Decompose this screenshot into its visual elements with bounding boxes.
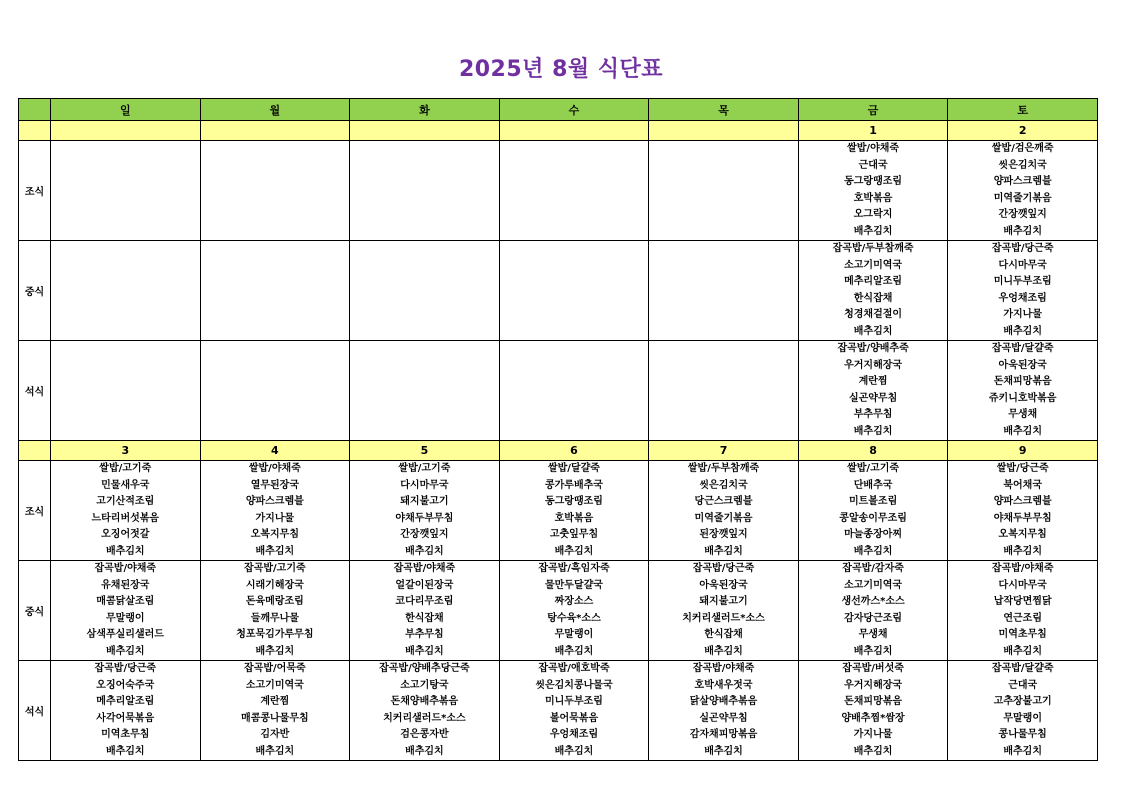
menu-item: 씻은김치콩나물국: [535, 679, 613, 691]
menu-item: 호박볶음: [853, 192, 893, 204]
menu-item: 실곤약무침: [848, 392, 898, 404]
menu-item: 가지나물: [255, 512, 295, 524]
menu-item: 당근스크렘블: [694, 496, 753, 507]
meal-row-dinner: [19, 661, 1098, 761]
menu-item: 실곤약무침: [699, 712, 748, 724]
menu-item: 가지나물: [1003, 309, 1042, 320]
menu-cell: [649, 141, 799, 241]
weekday-wed: 수: [499, 99, 649, 121]
menu-item: 한식잡채: [853, 292, 893, 304]
menu-item: 잡곡밥/당근죽: [94, 663, 157, 674]
meal-label-dinner: 석식: [19, 661, 51, 761]
menu-cell: [51, 461, 201, 561]
menu-item: 쌀밥/야채죽: [248, 463, 301, 474]
meal-label-dinner: 석식: [19, 341, 51, 441]
menu-item: 잡곡밥/야채죽: [94, 563, 157, 574]
menu-cell: [649, 661, 799, 761]
menu-item: 얼갈이된장국: [395, 579, 454, 591]
menu-cell: [798, 341, 948, 441]
menu-cell: [51, 561, 201, 661]
menu-item: 배추김치: [853, 745, 893, 757]
menu-item: 호박새우젓국: [694, 679, 753, 691]
menu-item: 탕수육*소스: [547, 612, 601, 624]
menu-item: 무말랭이: [1003, 712, 1042, 724]
menu-item: 잡곡밥/야채죽: [692, 663, 755, 674]
menu-cell: [948, 661, 1098, 761]
menu-item: 다시마무국: [998, 579, 1047, 591]
menu-item: 사각어묵볶음: [96, 712, 155, 724]
menu-item: 배추김치: [255, 645, 295, 657]
date-cell-tue: [350, 121, 500, 141]
menu-item: 쌀밥/고기죽: [847, 463, 900, 474]
menu-item: 배추김치: [853, 325, 893, 337]
menu-item: 잡곡밥/양배추당근죽: [379, 663, 470, 674]
menu-item: 부추무침: [405, 629, 444, 640]
page-title: 2025년 8월 식단표: [458, 57, 664, 82]
menu-item: 야채두부무침: [395, 512, 454, 524]
menu-item: 된장깻잎지: [699, 529, 748, 540]
menu-item: 배추김치: [1003, 745, 1042, 757]
menu-cell: [649, 561, 799, 661]
menu-item: 배추김치: [1003, 225, 1042, 237]
weekday-tue: 화: [350, 99, 500, 121]
menu-item: 마늘종장아찌: [844, 529, 903, 540]
meal-row-lunch: [19, 561, 1098, 661]
menu-cell: [948, 561, 1098, 661]
menu-item: 잡곡밥/당근죽: [991, 243, 1054, 254]
menu-item: 미역초무침: [998, 629, 1047, 640]
menu-item: 잡곡밥/흑임자죽: [538, 563, 610, 574]
menu-item: 돼지불고기: [699, 596, 748, 607]
menu-item: 북어채국: [1003, 479, 1042, 491]
weekday-sun: 일: [51, 99, 201, 121]
menu-cell: [649, 341, 799, 441]
menu-item: 잡곡밥/감자죽: [842, 563, 904, 574]
menu-item: 돈육메랑조림: [245, 596, 304, 607]
menu-item: 무생채: [1008, 409, 1038, 420]
date-cell-sun: [51, 121, 201, 141]
menu-item: 배추김치: [1003, 425, 1042, 437]
menu-item: 근대국: [1008, 679, 1038, 691]
meal-row-breakfast: [19, 461, 1098, 561]
menu-item: 청포묵김가루무침: [236, 629, 314, 640]
menu-cell: [51, 241, 201, 341]
menu-item: 매콤닭살조림: [96, 596, 155, 607]
menu-item: 잡곡밥/야채죽: [991, 563, 1054, 574]
menu-item: 배추김치: [105, 545, 145, 557]
menu-item: 소고기탕국: [400, 679, 449, 691]
menu-item: 배추김치: [853, 425, 893, 437]
menu-cell: [798, 241, 948, 341]
menu-cell: [350, 141, 500, 241]
menu-cell: [499, 561, 649, 661]
menu-cell: [499, 461, 649, 561]
menu-item: 잡곡밥/당근죽: [692, 563, 755, 574]
menu-item: 느타리버섯볶음: [91, 512, 160, 524]
menu-item: 닭살양배추볶음: [689, 696, 758, 707]
date-cell-mon: [200, 121, 350, 141]
menu-item: 들깨무나물: [250, 612, 299, 624]
weekday-sat: 토: [948, 99, 1098, 121]
menu-item: 돈채피망볶음: [993, 376, 1052, 387]
date-cell-thu: 7: [649, 441, 799, 461]
menu-item: 계란찜: [260, 696, 290, 707]
menu-item: 치커리샐러드*소스: [383, 712, 466, 724]
menu-item: 우거지해장국: [844, 679, 903, 691]
menu-item: 배추김치: [1003, 325, 1042, 337]
menu-item: 잡곡밥/어묵죽: [244, 663, 306, 674]
menu-item: 아욱된장국: [699, 579, 748, 591]
menu-cell: [798, 661, 948, 761]
menu-cell: [649, 461, 799, 561]
menu-item: 민물새우국: [101, 479, 150, 491]
date-cell-sat: 2: [948, 121, 1098, 141]
menu-cell: [350, 461, 500, 561]
menu-item: 오복지무침: [998, 529, 1047, 540]
menu-item: 배추김치: [554, 745, 594, 757]
menu-cell: [499, 141, 649, 241]
menu-cell: [948, 241, 1098, 341]
menu-item: 메추리알조림: [96, 696, 155, 707]
menu-cell: [499, 341, 649, 441]
menu-cell: [200, 241, 350, 341]
menu-cell: [499, 661, 649, 761]
menu-item: 잡곡밥/양배추죽: [837, 343, 909, 354]
meal-calendar-table: [18, 98, 1098, 761]
menu-item: 돈채양배추볶음: [390, 696, 459, 707]
menu-item: 오그락지: [853, 209, 893, 220]
menu-item: 배추김치: [405, 745, 444, 757]
menu-cell: [798, 561, 948, 661]
menu-item: 코다리무조림: [395, 596, 454, 607]
menu-cell: [200, 561, 350, 661]
menu-item: 배추김치: [704, 745, 743, 757]
date-row: [19, 121, 1098, 141]
menu-item: 쌀밥/검은깨죽: [991, 143, 1054, 154]
meal-label-lunch: 중식: [19, 561, 51, 661]
menu-item: 쌀밥/당근죽: [996, 463, 1049, 474]
menu-item: 야채두부무침: [993, 512, 1052, 524]
menu-item: 배추김치: [853, 225, 893, 237]
menu-item: 쌀밥/두부참깨죽: [687, 463, 760, 474]
menu-item: 열무된장국: [250, 479, 299, 491]
menu-item: 아욱된장국: [998, 359, 1047, 371]
menu-item: 쥬키니호박볶음: [988, 392, 1057, 404]
menu-item: 우거지해장국: [844, 359, 903, 371]
menu-item: 돼지불고기: [400, 496, 449, 507]
menu-item: 콩가루배추국: [544, 479, 603, 491]
menu-item: 배추김치: [704, 645, 743, 657]
meal-row-breakfast: [19, 141, 1098, 241]
menu-cell: [51, 341, 201, 441]
menu-item: 미역줄기볶음: [993, 192, 1052, 204]
menu-item: 단배추국: [853, 479, 893, 491]
menu-item: 우엉채조림: [549, 729, 599, 740]
menu-item: 부추무침: [853, 409, 893, 420]
menu-item: 고추장불고기: [993, 696, 1052, 707]
menu-item: 소고기미역국: [844, 259, 903, 271]
menu-item: 미니두부조림: [993, 276, 1052, 287]
menu-item: 오징어숙주국: [96, 679, 155, 691]
menu-item: 메추리알조림: [844, 276, 903, 287]
menu-item: 양파스크렘블: [993, 496, 1052, 507]
meal-label-breakfast: 조식: [19, 461, 51, 561]
menu-item: 다시마무국: [998, 259, 1047, 271]
menu-item: 배추김치: [105, 645, 145, 657]
menu-item: 잡곡밥/두부참깨죽: [832, 243, 914, 254]
menu-item: 잡곡밥/고기죽: [244, 563, 306, 574]
menu-item: 씻은김치국: [699, 479, 748, 491]
menu-item: 양파스크렘블: [993, 176, 1052, 187]
menu-item: 콩나물무침: [998, 729, 1047, 740]
menu-item: 잡곡밥/버섯죽: [842, 663, 904, 674]
menu-cell: [948, 461, 1098, 561]
menu-item: 가지나물: [853, 729, 893, 740]
menu-item: 한식잡채: [405, 612, 444, 624]
menu-item: 우엉채조림: [998, 292, 1047, 304]
menu-item: 다시마무국: [400, 479, 449, 491]
menu-item: 잡곡밥/야채죽: [393, 563, 456, 574]
menu-item: 무말랭이: [105, 612, 145, 624]
menu-item: 동그랑땡조림: [844, 176, 903, 187]
weekday-header-row: [19, 99, 1098, 121]
menu-item: 호박볶음: [554, 512, 594, 524]
date-cell-fri: 8: [798, 441, 948, 461]
menu-cell: [499, 241, 649, 341]
menu-item: 배추김치: [1003, 645, 1042, 657]
meal-label-breakfast: 조식: [19, 141, 51, 241]
weekday-fri: 금: [798, 99, 948, 121]
date-cell-sun: 3: [51, 441, 201, 461]
menu-item: 짜장소스: [554, 596, 594, 607]
weekday-mon: 월: [200, 99, 350, 121]
date-cell-thu: [649, 121, 799, 141]
menu-item: 동그랑땡조림: [544, 496, 603, 507]
menu-item: 고춧잎무침: [549, 529, 599, 540]
menu-item: 배추김치: [405, 645, 444, 657]
menu-item: 씻은김치국: [998, 159, 1047, 171]
menu-item: 고기산적조림: [96, 496, 155, 507]
menu-cell: [200, 661, 350, 761]
date-row-label-cell: [19, 121, 51, 141]
menu-item: 잡곡밥/달걀죽: [991, 663, 1054, 674]
menu-cell: [51, 141, 201, 241]
date-row-label-cell: [19, 441, 51, 461]
menu-item: 시래기해장국: [245, 579, 304, 591]
menu-item: 간장깻잎지: [998, 209, 1047, 220]
menu-cell: [200, 341, 350, 441]
menu-item: 쌀밥/고기죽: [99, 463, 152, 474]
menu-item: 배추김치: [1003, 545, 1042, 557]
menu-item: 배추김치: [554, 645, 594, 657]
menu-cell: [350, 661, 500, 761]
menu-item: 치커리샐러드*소스: [682, 612, 765, 624]
menu-cell: [948, 341, 1098, 441]
menu-item: 미니두부조림: [544, 696, 603, 707]
menu-cell: [649, 241, 799, 341]
menu-cell: [350, 561, 500, 661]
menu-item: 미역줄기볶음: [694, 512, 753, 524]
header-corner-cell: [19, 99, 51, 121]
menu-item: 배추김치: [255, 545, 295, 557]
menu-cell: [51, 661, 201, 761]
menu-item: 검은콩자반: [400, 729, 449, 740]
menu-item: 양배추찜*쌈장: [841, 712, 905, 724]
date-row: [19, 441, 1098, 461]
meal-row-dinner: [19, 341, 1098, 441]
menu-item: 소고기미역국: [844, 579, 903, 591]
menu-item: 무말랭이: [554, 629, 594, 640]
menu-item: 오복지무침: [250, 529, 299, 540]
menu-item: 오징어젓갈: [101, 529, 150, 540]
menu-item: 연근조림: [1003, 612, 1042, 624]
menu-item: 쌀밥/야채죽: [847, 143, 900, 154]
date-cell-wed: [499, 121, 649, 141]
menu-item: 배추김치: [554, 545, 594, 557]
menu-item: 감자당근조림: [844, 612, 903, 624]
menu-cell: [200, 141, 350, 241]
menu-item: 계란찜: [858, 376, 888, 387]
menu-cell: [948, 141, 1098, 241]
menu-item: 유채된장국: [101, 579, 150, 591]
date-cell-fri: 1: [798, 121, 948, 141]
menu-cell: [350, 341, 500, 441]
meal-label-lunch: 중식: [19, 241, 51, 341]
date-cell-tue: 5: [350, 441, 500, 461]
menu-item: 양파스크렘블: [245, 496, 304, 507]
menu-item: 배추김치: [255, 745, 295, 757]
menu-item: 배추김치: [405, 545, 444, 557]
menu-item: 잡곡밥/달걀죽: [991, 343, 1054, 354]
menu-item: 납작당면찜닭: [993, 596, 1052, 607]
date-cell-mon: 4: [200, 441, 350, 461]
menu-item: 물만두달걀국: [544, 579, 603, 591]
date-cell-wed: 6: [499, 441, 649, 461]
menu-item: 간장깻잎지: [400, 529, 449, 540]
menu-item: 잡곡밥/애호박죽: [538, 663, 610, 674]
menu-item: 청경채겉절이: [844, 309, 903, 320]
menu-item: 매콤콩나물무침: [241, 712, 309, 724]
date-cell-sat: 9: [948, 441, 1098, 461]
menu-cell: [200, 461, 350, 561]
menu-item: 배추김치: [704, 545, 743, 557]
weekday-thu: 목: [649, 99, 799, 121]
meal-row-lunch: [19, 241, 1098, 341]
menu-item: 배추김치: [105, 745, 145, 757]
menu-item: 삼색푸실리샐러드: [86, 629, 164, 640]
menu-item: 미트볼조림: [848, 496, 898, 507]
menu-cell: [798, 461, 948, 561]
menu-item: 김자반: [260, 729, 290, 740]
menu-item: 배추김치: [853, 545, 893, 557]
menu-item: 생선까스*소스: [841, 596, 905, 607]
menu-cell: [798, 141, 948, 241]
menu-item: 쌀밥/고기죽: [398, 463, 451, 474]
menu-item: 근대국: [858, 159, 888, 171]
menu-item: 한식잡채: [704, 629, 743, 640]
menu-item: 미역초무침: [101, 729, 150, 740]
menu-item: 볼어묵볶음: [549, 712, 599, 724]
menu-item: 배추김치: [853, 645, 893, 657]
menu-item: 쌀밥/달걀죽: [547, 463, 600, 474]
menu-item: 무생채: [858, 629, 888, 640]
menu-item: 돈채피망볶음: [844, 696, 903, 707]
menu-item: 콩알송이무조림: [839, 512, 907, 524]
menu-item: 감자채피망볶음: [689, 729, 758, 740]
menu-item: 소고기미역국: [245, 679, 304, 691]
menu-cell: [350, 241, 500, 341]
